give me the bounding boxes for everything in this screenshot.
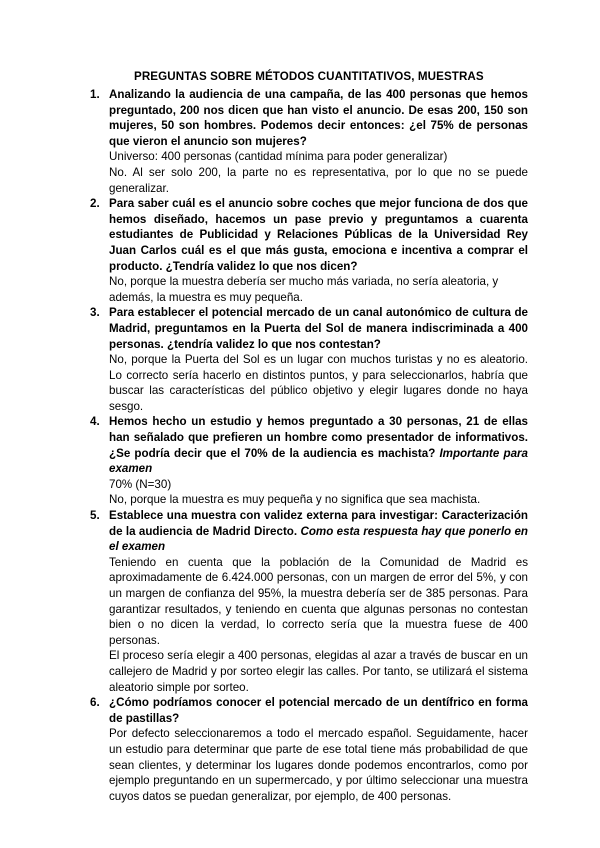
question-text <box>109 414 528 476</box>
answer-text: Por defecto seleccionaremos a todo el mercado español. Seguidamente, hacer un estudio para determinar que parte de ese total tiene más probabilidad de que sean clientes, y determinar los lugares donde podemos encontrarlos, como por ejemplo preguntando en un supermercado, y por último seleccionar una muestra cuyos datos se puedan generalizar, por ejemplo, de 400 personas. <box>109 727 528 803</box>
question-text: Para saber cuál es el anuncio sobre coches que mejor funciona de dos que hemos diseñado, hacemos un pase previo y preguntamos a cuarenta estudiantes de Publicidad y Relaciones Públicas de la Universidad Rey Juan Carlos cuál es el que más gusta, emociona e incentiva a comprar el producto. ¿Tendría validez lo que nos dicen? <box>109 197 528 273</box>
answer-text: No, porque la Puerta del Sol es un lugar con muchos turistas y no es aleatorio. Lo correcto sería hacerlo en distintos puntos, y para seleccionarlos, habría que buscar las características del público objetivo y elegir lugares donde no haya sesgo. <box>109 353 528 413</box>
document-title: PREGUNTAS SOBRE MÉTODOS CUANTITATIVOS, MUESTRAS <box>134 70 484 83</box>
question-number: 1. <box>90 88 100 101</box>
question-number: 6. <box>90 696 100 710</box>
answer-text: No. Al ser solo 200, la parte no es representativa, por lo que no se puede generalizar. <box>109 165 528 195</box>
question-number: 2. <box>90 197 100 211</box>
answer-text: No, porque la muestra es muy pequeña y no significa que sea machista. <box>109 493 481 507</box>
question-text <box>109 508 528 555</box>
answer-text: Teniendo en cuenta que la población de la Comunidad de Madrid es aproximadamente de 6.424.000 personas, con un margen de error del 5%, y con un margen de confianza del 95%, la muestra debería ser de 385 personas. Para garantizar resultados, y teniendo en cuenta que algunas personas no contestan bien o no dicen la verdad, lo correcto sería que la muestra fuese de 400 personas. <box>109 555 528 647</box>
exam-note: Como esta respuesta hay que ponerlo en el examen <box>109 524 528 554</box>
answer-text: Universo: 400 personas (cantidad mínima para poder generalizar) <box>109 150 448 164</box>
question-item-3 <box>84 305 528 414</box>
question-text: Para establecer el potencial mercado de un canal autonómico de cultura de Madrid, preguntamos en la Puerta del Sol de manera indiscriminada a 400 personas. ¿tendría validez lo que nos contestan? <box>109 306 528 351</box>
question-item-1 <box>84 87 528 196</box>
answer-text: No, porque la muestra debería ser mucho más variada, no sería aleatoria, y además, la muestra es muy pequeña. <box>109 275 499 304</box>
question-text: Analizando la audiencia de una campaña, de las 400 personas que hemos preguntado, 200 nos dicen que han visto el anuncio. De esas 200, 150 son mujeres, 50 son hombres. Podemos decir entonces: ¿el 75% de personas que vieron el anuncio son mujeres? <box>109 88 528 148</box>
question-item-2 <box>84 196 528 305</box>
question-text: ¿Cómo podríamos conocer el potencial mercado de un dentífrico en forma de pastillas? <box>109 696 528 725</box>
exam-note: Importante para examen <box>109 446 528 476</box>
question-item-6 <box>84 695 528 804</box>
question-body: Hemos hecho un estudio y hemos preguntado a 30 personas, 21 de ellas han señalado que prefieren un hombre como presentador de informativos. ¿Se podría decir que el 70% de la audiencia es machista? <box>109 415 528 460</box>
question-number: 4. <box>90 415 100 429</box>
question-item-5 <box>84 508 528 695</box>
answer-text: El proceso sería elegir a 400 personas, elegidas al azar a través de buscar en un callejero de Madrid y por sorteo elegir las calles. Por tanto, se utilizará el sistema aleatorio simple por sorteo. <box>109 649 528 694</box>
question-list <box>84 87 528 804</box>
answer-text: 70% (N=30) <box>109 477 172 491</box>
question-number: 3. <box>90 306 100 320</box>
question-item-4 <box>84 414 528 508</box>
question-number: 5. <box>90 509 100 523</box>
question-body: Establece una muestra con validez externa para investigar: Caracterización de la audiencia de Madrid Directo. <box>109 509 528 538</box>
